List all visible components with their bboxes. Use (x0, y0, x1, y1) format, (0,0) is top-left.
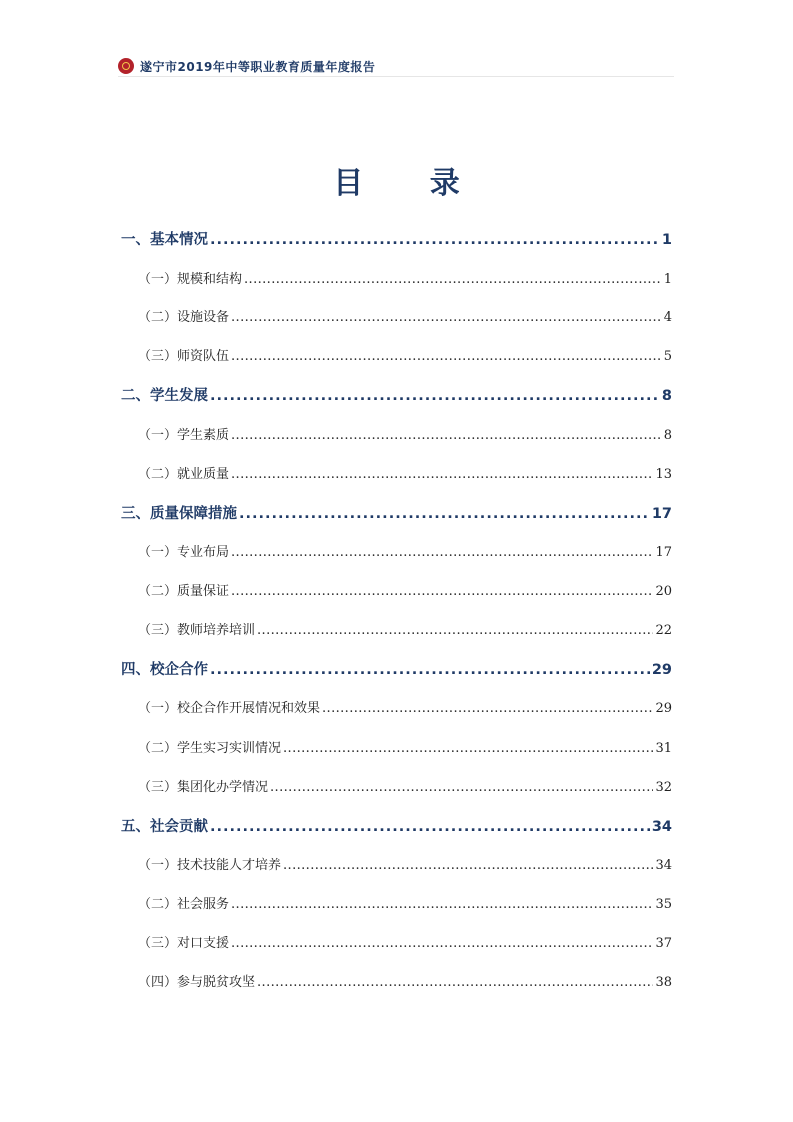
toc-entry[interactable] (138, 541, 672, 563)
toc-entry-label: （二）就业质量 (138, 467, 230, 482)
dot-leader (257, 623, 653, 638)
toc-entry-page: 31 (655, 741, 672, 756)
toc-entry-label: 四、校企合作 (121, 662, 208, 678)
toc-entry-page: 22 (655, 623, 672, 638)
toc-entry-page: 1 (661, 232, 672, 248)
toc-entry-label: （一）校企合作开展情况和效果 (138, 701, 321, 716)
toc-entry-page: 20 (655, 584, 672, 599)
dot-leader (210, 388, 660, 404)
toc-entry-page: 37 (655, 936, 672, 951)
toc-entry[interactable] (121, 658, 672, 680)
toc-entry-label: 二、学生发展 (121, 388, 208, 404)
toc-entry-label: （四）参与脱贫攻坚 (138, 975, 256, 990)
toc-title: 目 录 (333, 166, 488, 201)
toc-entry[interactable] (138, 463, 672, 485)
toc-entry-page: 5 (663, 349, 672, 364)
toc-entry-label: （一）学生素质 (138, 428, 230, 443)
toc-entry-label: （一）规模和结构 (138, 272, 243, 287)
dot-leader (322, 701, 653, 716)
toc-entry-label: 三、质量保障措施 (121, 506, 237, 522)
toc-entry-page: 32 (655, 780, 672, 795)
toc-entry-page: 17 (651, 506, 672, 522)
dot-leader (210, 232, 660, 248)
toc-entry-label: （二）学生实习实训情况 (138, 741, 282, 756)
toc-entry-page: 38 (655, 975, 672, 990)
dot-leader (231, 310, 662, 325)
toc-entry-page: 29 (655, 701, 672, 716)
toc-entry-label: （二）设施设备 (138, 310, 230, 325)
toc-entry[interactable] (121, 384, 672, 406)
toc-entry-label: （一）专业布局 (138, 545, 230, 560)
toc-entry-page: 8 (661, 388, 672, 404)
toc-entry-label: （三）教师培养培训 (138, 623, 256, 638)
toc-entry-page: 34 (651, 819, 672, 835)
dot-leader (283, 858, 653, 873)
dot-leader (231, 936, 653, 951)
toc-entry-page: 13 (655, 467, 672, 482)
dot-leader (231, 584, 653, 599)
school-emblem-icon (118, 58, 134, 74)
dot-leader (270, 780, 653, 795)
dot-leader (231, 897, 653, 912)
toc-entry[interactable] (138, 306, 672, 328)
dot-leader (257, 975, 653, 990)
toc-entry[interactable] (138, 932, 672, 954)
toc-entry[interactable] (138, 971, 672, 993)
toc-entry-label: （一）技术技能人才培养 (138, 858, 282, 873)
toc-entry[interactable] (138, 893, 672, 915)
toc-entry-page: 8 (663, 428, 672, 443)
dot-leader (231, 349, 662, 364)
toc-entry-label: （三）师资队伍 (138, 349, 230, 364)
toc-entry-label: （二）社会服务 (138, 897, 230, 912)
toc-entry[interactable] (138, 424, 672, 446)
toc-entry[interactable] (138, 776, 672, 798)
toc-entry-label: （三）对口支援 (138, 936, 230, 951)
dot-leader (210, 819, 650, 835)
toc-entry-page: 29 (651, 662, 672, 678)
dot-leader (283, 741, 653, 756)
toc-entry-label: 一、基本情况 (121, 232, 208, 248)
header-title: 遂宁市2019年中等职业教育质量年度报告 (140, 59, 376, 74)
toc-entry[interactable] (138, 580, 672, 602)
dot-leader (244, 272, 662, 287)
dot-leader (239, 506, 650, 522)
toc-entry[interactable] (138, 854, 672, 876)
toc-entry-label: （三）集团化办学情况 (138, 780, 269, 795)
toc-entry-page: 1 (663, 272, 672, 287)
dot-leader (231, 545, 653, 560)
toc-entry-label: （二）质量保证 (138, 584, 230, 599)
toc-entry-page: 35 (655, 897, 672, 912)
toc-entry[interactable] (121, 228, 672, 250)
toc-entry[interactable] (138, 737, 672, 759)
toc-entry[interactable] (138, 345, 672, 367)
toc-entry[interactable] (138, 268, 672, 290)
toc-entry-label: 五、社会贡献 (121, 819, 208, 835)
dot-leader (231, 467, 653, 482)
toc-entry-page: 34 (655, 858, 672, 873)
toc-entry-page: 4 (663, 310, 672, 325)
dot-leader (210, 662, 650, 678)
toc-entry[interactable] (121, 815, 672, 837)
toc-entry[interactable] (121, 502, 672, 524)
toc-entry[interactable] (138, 697, 672, 719)
dot-leader (231, 428, 662, 443)
toc-entry-page: 17 (655, 545, 672, 560)
page-header (118, 56, 674, 77)
toc-entry[interactable] (138, 619, 672, 641)
